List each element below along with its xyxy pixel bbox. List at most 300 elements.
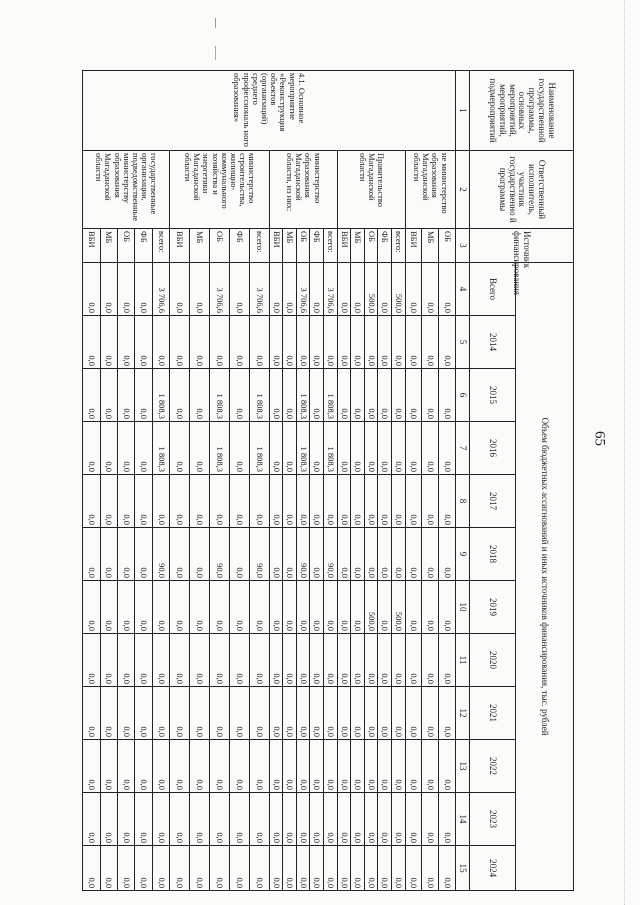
rotated-table-wrapper — [82, 70, 574, 890]
value-cell: 0,0 — [310, 634, 324, 687]
value-cell: 0,0 — [118, 475, 135, 528]
column-number: 8 — [456, 475, 470, 528]
column-number: 14 — [456, 793, 470, 846]
value-cell: 0,0 — [83, 316, 101, 369]
value-cell: 0,0 — [118, 740, 135, 793]
value-cell: 0,0 — [135, 528, 152, 581]
value-cell: 0,0 — [283, 422, 297, 475]
value-cell: 0,0 — [118, 793, 135, 846]
value-cell: 0,0 — [118, 687, 135, 740]
value-cell: 0,0 — [118, 528, 135, 581]
header-year: 2016 — [470, 422, 516, 475]
value-cell: 0,0 — [351, 687, 365, 740]
column-number: 6 — [456, 369, 470, 422]
executor-cell: не министерство образования Магаданской области — [405, 151, 455, 229]
value-cell: 0,0 — [422, 475, 439, 528]
value-cell: 0,0 — [170, 316, 190, 369]
page-number: 65 — [591, 431, 608, 446]
value-cell: 0,0 — [100, 263, 117, 316]
value-cell: 0,0 — [422, 793, 439, 846]
value-cell: 0,0 — [378, 740, 392, 793]
value-cell: 0,0 — [405, 581, 422, 634]
value-cell: 0,0 — [364, 475, 378, 528]
table-row — [152, 71, 169, 891]
value-cell: 0,0 — [324, 740, 338, 793]
value-cell: 0,0 — [170, 369, 190, 422]
value-cell: 1 808,3 — [324, 369, 338, 422]
value-cell: 0,0 — [190, 846, 210, 891]
header-year: 2018 — [470, 528, 516, 581]
source-cell: МБ — [422, 229, 439, 263]
header-year: 2022 — [470, 740, 516, 793]
value-cell: 0,0 — [249, 581, 269, 634]
value-cell: 0,0 — [392, 740, 406, 793]
value-cell: 0,0 — [439, 528, 456, 581]
value-cell: 0,0 — [351, 369, 365, 422]
column-number: 2 — [456, 151, 470, 229]
value-cell: 0,0 — [118, 581, 135, 634]
value-cell: 0,0 — [296, 793, 310, 846]
value-cell: 0,0 — [283, 528, 297, 581]
value-cell: 0,0 — [439, 422, 456, 475]
value-cell: 0,0 — [83, 475, 101, 528]
value-cell: 0,0 — [405, 316, 422, 369]
value-cell: 0,0 — [100, 316, 117, 369]
value-cell: 0,0 — [249, 687, 269, 740]
value-cell: 3 706,6 — [296, 263, 310, 316]
value-cell: 0,0 — [392, 793, 406, 846]
value-cell: 0,0 — [283, 316, 297, 369]
value-cell: 0,0 — [296, 581, 310, 634]
value-cell: 0,0 — [324, 846, 338, 891]
value-cell: 0,0 — [170, 687, 190, 740]
value-cell: 0,0 — [310, 528, 324, 581]
value-cell: 0,0 — [351, 581, 365, 634]
value-cell: 0,0 — [378, 687, 392, 740]
value-cell: 0,0 — [83, 422, 101, 475]
value-cell: 0,0 — [269, 793, 283, 846]
value-cell: 0,0 — [100, 581, 117, 634]
value-cell: 0,0 — [364, 846, 378, 891]
header-year: 2020 — [470, 634, 516, 687]
header-year: 2017 — [470, 475, 516, 528]
source-cell: всего: — [392, 229, 406, 263]
column-numbers-row — [456, 71, 470, 891]
value-cell: 1 808,3 — [210, 422, 230, 475]
value-cell: 1 808,3 — [152, 369, 169, 422]
value-cell: 0,0 — [439, 581, 456, 634]
value-cell: 0,0 — [310, 740, 324, 793]
value-cell: 0,0 — [152, 581, 169, 634]
value-cell: 0,0 — [405, 475, 422, 528]
value-cell: 0,0 — [283, 793, 297, 846]
value-cell: 500,0 — [392, 263, 406, 316]
source-cell: МБ — [351, 229, 365, 263]
value-cell: 0,0 — [100, 740, 117, 793]
value-cell: 0,0 — [405, 528, 422, 581]
value-cell: 0,0 — [283, 263, 297, 316]
value-cell: 0,0 — [351, 846, 365, 891]
value-cell: 0,0 — [337, 263, 351, 316]
value-cell: 0,0 — [439, 369, 456, 422]
value-cell: 0,0 — [405, 846, 422, 891]
value-cell: 0,0 — [283, 846, 297, 891]
value-cell: 0,0 — [210, 316, 230, 369]
value-cell: 1 808,3 — [249, 369, 269, 422]
value-cell: 0,0 — [392, 687, 406, 740]
value-cell: 0,0 — [83, 793, 101, 846]
header-year: 2024 — [470, 846, 516, 891]
value-cell: 0,0 — [283, 369, 297, 422]
value-cell: 0,0 — [269, 634, 283, 687]
value-cell: 0,0 — [249, 846, 269, 891]
value-cell: 0,0 — [229, 581, 249, 634]
value-cell: 0,0 — [210, 687, 230, 740]
value-cell: 0,0 — [269, 316, 283, 369]
table-row — [324, 71, 338, 891]
header-name: Наименование государственной программы, основных мероприятий, мероприятий, подмероприятий — [470, 71, 574, 151]
value-cell: 0,0 — [190, 634, 210, 687]
value-cell: 0,0 — [392, 369, 406, 422]
value-cell: 0,0 — [378, 475, 392, 528]
value-cell: 0,0 — [296, 316, 310, 369]
value-cell: 0,0 — [378, 528, 392, 581]
measure-name-cell: 4.1. Основное мероприятие «Реконструкция объектов (организаций) среднего профессиональ ного образования» — [83, 71, 456, 151]
value-cell: 0,0 — [351, 475, 365, 528]
value-cell: 0,0 — [405, 422, 422, 475]
value-cell: 500,0 — [364, 263, 378, 316]
source-cell: ВБИ — [269, 229, 283, 263]
value-cell: 3 706,6 — [324, 263, 338, 316]
value-cell: 0,0 — [310, 369, 324, 422]
column-number: 3 — [456, 229, 470, 263]
value-cell: 0,0 — [152, 475, 169, 528]
value-cell: 0,0 — [310, 581, 324, 634]
value-cell: 0,0 — [392, 528, 406, 581]
value-cell: 0,0 — [190, 263, 210, 316]
value-cell: 0,0 — [170, 740, 190, 793]
value-cell: 3 706,6 — [152, 263, 169, 316]
value-cell: 0,0 — [229, 740, 249, 793]
value-cell: 0,0 — [152, 316, 169, 369]
value-cell: 0,0 — [210, 740, 230, 793]
source-cell: ОБ — [210, 229, 230, 263]
value-cell: 0,0 — [100, 687, 117, 740]
value-cell: 0,0 — [170, 793, 190, 846]
value-cell: 0,0 — [190, 687, 210, 740]
value-cell: 0,0 — [337, 687, 351, 740]
value-cell: 0,0 — [405, 687, 422, 740]
value-cell: 0,0 — [269, 581, 283, 634]
value-cell: 0,0 — [152, 793, 169, 846]
column-number: 13 — [456, 740, 470, 793]
value-cell: 0,0 — [422, 263, 439, 316]
column-number: 1 — [456, 71, 470, 151]
value-cell: 0,0 — [310, 316, 324, 369]
column-number: 7 — [456, 422, 470, 475]
value-cell: 0,0 — [439, 475, 456, 528]
value-cell: 0,0 — [100, 793, 117, 846]
value-cell: 0,0 — [337, 369, 351, 422]
value-cell: 0,0 — [324, 581, 338, 634]
value-cell: 0,0 — [135, 793, 152, 846]
value-cell: 0,0 — [229, 528, 249, 581]
value-cell: 0,0 — [378, 316, 392, 369]
value-cell: 0,0 — [210, 846, 230, 891]
value-cell: 0,0 — [118, 846, 135, 891]
source-cell: ФБ — [310, 229, 324, 263]
value-cell: 0,0 — [152, 687, 169, 740]
header-total: Всего — [470, 263, 516, 316]
executor-cell: Правительство Магаданской области — [337, 151, 405, 229]
value-cell: 0,0 — [170, 422, 190, 475]
value-cell: 0,0 — [100, 369, 117, 422]
header-year: 2014 — [470, 316, 516, 369]
value-cell: 0,0 — [229, 316, 249, 369]
value-cell: 0,0 — [269, 528, 283, 581]
value-cell: 0,0 — [229, 475, 249, 528]
column-number: 10 — [456, 581, 470, 634]
value-cell: 0,0 — [378, 263, 392, 316]
column-number: 11 — [456, 634, 470, 687]
value-cell: 0,0 — [337, 581, 351, 634]
value-cell: 0,0 — [392, 422, 406, 475]
value-cell: 0,0 — [405, 263, 422, 316]
value-cell: 0,0 — [249, 316, 269, 369]
value-cell: 0,0 — [269, 369, 283, 422]
value-cell: 0,0 — [269, 263, 283, 316]
value-cell: 0,0 — [100, 528, 117, 581]
source-cell: ВБИ — [170, 229, 190, 263]
value-cell: 0,0 — [210, 793, 230, 846]
value-cell: 0,0 — [337, 634, 351, 687]
value-cell: 0,0 — [296, 740, 310, 793]
value-cell: 1 808,3 — [152, 422, 169, 475]
value-cell: 0,0 — [310, 422, 324, 475]
table-row — [249, 71, 269, 891]
value-cell: 0,0 — [337, 740, 351, 793]
value-cell: 0,0 — [83, 687, 101, 740]
value-cell: 0,0 — [135, 422, 152, 475]
value-cell: 0,0 — [422, 581, 439, 634]
value-cell: 0,0 — [351, 316, 365, 369]
header-row — [516, 71, 574, 891]
value-cell: 3 706,6 — [210, 263, 230, 316]
value-cell: 0,0 — [269, 422, 283, 475]
value-cell: 0,0 — [283, 740, 297, 793]
value-cell: 0,0 — [229, 422, 249, 475]
header-year: 2015 — [470, 369, 516, 422]
value-cell: 0,0 — [422, 422, 439, 475]
source-cell: всего: — [152, 229, 169, 263]
value-cell: 0,0 — [83, 846, 101, 891]
value-cell: 0,0 — [135, 316, 152, 369]
table-row — [392, 71, 406, 891]
value-cell: 0,0 — [337, 422, 351, 475]
source-cell: ОБ — [439, 229, 456, 263]
value-cell: 0,0 — [118, 369, 135, 422]
executor-cell: министерство строительства, жилищно-коммунального хозяйства и энергетики Магаданской области — [170, 151, 269, 229]
value-cell: 0,0 — [229, 263, 249, 316]
value-cell: 0,0 — [100, 846, 117, 891]
value-cell: 0,0 — [83, 369, 101, 422]
value-cell: 0,0 — [324, 793, 338, 846]
value-cell: 0,0 — [364, 422, 378, 475]
value-cell: 0,0 — [170, 634, 190, 687]
value-cell: 0,0 — [190, 528, 210, 581]
value-cell: 0,0 — [269, 687, 283, 740]
budget-table — [82, 70, 574, 891]
value-cell: 0,0 — [269, 475, 283, 528]
source-cell: МБ — [100, 229, 117, 263]
value-cell: 0,0 — [405, 634, 422, 687]
source-cell: ВБИ — [83, 229, 101, 263]
value-cell: 0,0 — [337, 528, 351, 581]
value-cell: 0,0 — [378, 581, 392, 634]
value-cell: 0,0 — [135, 369, 152, 422]
value-cell: 500,0 — [364, 581, 378, 634]
source-cell: ФБ — [378, 229, 392, 263]
scan-mark — [215, 46, 216, 60]
value-cell: 0,0 — [170, 528, 190, 581]
value-cell: 0,0 — [100, 475, 117, 528]
value-cell: 0,0 — [190, 422, 210, 475]
source-cell: МБ — [190, 229, 210, 263]
value-cell: 0,0 — [229, 793, 249, 846]
value-cell: 0,0 — [170, 846, 190, 891]
value-cell: 0,0 — [83, 263, 101, 316]
value-cell: 0,0 — [83, 528, 101, 581]
value-cell: 0,0 — [351, 634, 365, 687]
value-cell: 0,0 — [337, 316, 351, 369]
value-cell: 0,0 — [310, 846, 324, 891]
column-number: 4 — [456, 263, 470, 316]
value-cell: 90,0 — [249, 528, 269, 581]
value-cell: 0,0 — [351, 263, 365, 316]
source-cell: ОБ — [296, 229, 310, 263]
value-cell: 0,0 — [364, 634, 378, 687]
value-cell: 0,0 — [310, 687, 324, 740]
value-cell: 0,0 — [364, 528, 378, 581]
value-cell: 0,0 — [310, 793, 324, 846]
value-cell: 0,0 — [118, 316, 135, 369]
value-cell: 0,0 — [283, 687, 297, 740]
value-cell: 0,0 — [190, 316, 210, 369]
value-cell: 0,0 — [135, 846, 152, 891]
value-cell: 0,0 — [422, 846, 439, 891]
value-cell: 0,0 — [190, 369, 210, 422]
column-number: 9 — [456, 528, 470, 581]
value-cell: 0,0 — [152, 740, 169, 793]
header-year: 2023 — [470, 793, 516, 846]
value-cell: 0,0 — [364, 687, 378, 740]
value-cell: 0,0 — [364, 316, 378, 369]
value-cell: 0,0 — [83, 634, 101, 687]
value-cell: 0,0 — [337, 793, 351, 846]
value-cell: 0,0 — [283, 581, 297, 634]
value-cell: 0,0 — [405, 793, 422, 846]
source-cell: ОБ — [118, 229, 135, 263]
column-number: 15 — [456, 846, 470, 891]
value-cell: 90,0 — [152, 528, 169, 581]
value-cell: 0,0 — [324, 475, 338, 528]
value-cell: 0,0 — [324, 634, 338, 687]
value-cell: 0,0 — [135, 634, 152, 687]
value-cell: 0,0 — [229, 369, 249, 422]
value-cell: 0,0 — [249, 634, 269, 687]
fold-line — [624, 0, 626, 905]
value-cell: 0,0 — [422, 316, 439, 369]
value-cell: 0,0 — [135, 263, 152, 316]
value-cell: 0,0 — [210, 634, 230, 687]
value-cell: 0,0 — [422, 369, 439, 422]
header-year: 2019 — [470, 581, 516, 634]
value-cell: 0,0 — [283, 475, 297, 528]
source-cell: МБ — [283, 229, 297, 263]
value-cell: 0,0 — [229, 846, 249, 891]
source-cell: всего: — [324, 229, 338, 263]
value-cell: 0,0 — [210, 581, 230, 634]
value-cell: 0,0 — [364, 793, 378, 846]
value-cell: 0,0 — [296, 687, 310, 740]
value-cell: 0,0 — [405, 369, 422, 422]
value-cell: 0,0 — [439, 687, 456, 740]
executor-cell: министерство образования Магаданской области, из них: — [269, 151, 337, 229]
value-cell: 0,0 — [351, 528, 365, 581]
value-cell: 0,0 — [422, 687, 439, 740]
source-cell: ФБ — [229, 229, 249, 263]
value-cell: 0,0 — [422, 528, 439, 581]
value-cell: 0,0 — [283, 634, 297, 687]
value-cell: 1 808,3 — [249, 422, 269, 475]
value-cell: 0,0 — [190, 793, 210, 846]
value-cell: 0,0 — [170, 263, 190, 316]
table-body — [83, 71, 456, 891]
value-cell: 90,0 — [296, 528, 310, 581]
table-row — [439, 71, 456, 891]
value-cell: 0,0 — [296, 846, 310, 891]
value-cell: 90,0 — [210, 528, 230, 581]
value-cell: 0,0 — [351, 422, 365, 475]
value-cell: 0,0 — [439, 316, 456, 369]
value-cell: 1 808,3 — [210, 369, 230, 422]
source-cell: ОБ — [364, 229, 378, 263]
value-cell: 0,0 — [170, 475, 190, 528]
value-cell: 0,0 — [269, 740, 283, 793]
value-cell: 0,0 — [269, 846, 283, 891]
value-cell: 0,0 — [392, 475, 406, 528]
value-cell: 0,0 — [190, 475, 210, 528]
value-cell: 1 808,3 — [296, 422, 310, 475]
value-cell: 0,0 — [100, 634, 117, 687]
value-cell: 0,0 — [439, 263, 456, 316]
value-cell: 0,0 — [249, 793, 269, 846]
value-cell: 0,0 — [249, 475, 269, 528]
value-cell: 0,0 — [378, 793, 392, 846]
executor-cell: государственные организации, подведомственные министерству образования Магаданской области — [83, 151, 170, 229]
value-cell: 0,0 — [337, 475, 351, 528]
value-cell: 3 706,6 — [249, 263, 269, 316]
source-cell: ВБИ — [337, 229, 351, 263]
value-cell: 0,0 — [152, 846, 169, 891]
column-number: 12 — [456, 687, 470, 740]
header-year: 2021 — [470, 687, 516, 740]
value-cell: 0,0 — [135, 687, 152, 740]
value-cell: 0,0 — [118, 634, 135, 687]
value-cell: 0,0 — [249, 740, 269, 793]
value-cell: 0,0 — [310, 263, 324, 316]
value-cell: 0,0 — [439, 634, 456, 687]
